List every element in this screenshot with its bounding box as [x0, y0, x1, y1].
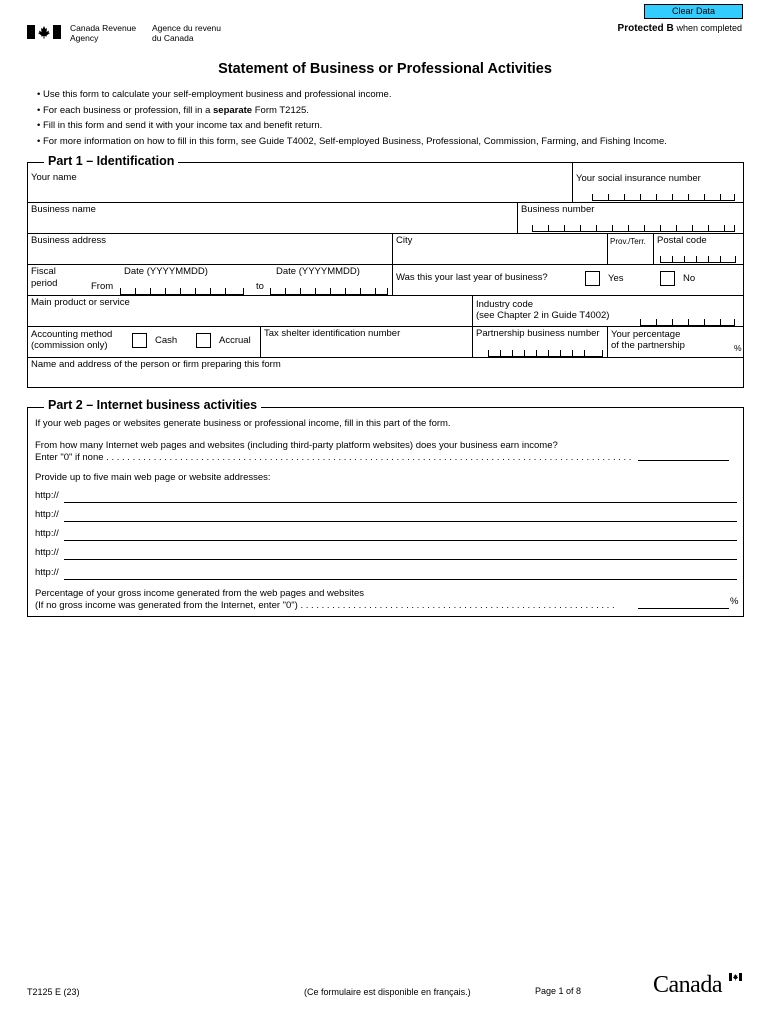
- date-to-input[interactable]: [270, 286, 388, 295]
- cash-checkbox[interactable]: [132, 333, 147, 348]
- websites-count-input[interactable]: [638, 460, 729, 461]
- period-label: period: [31, 278, 58, 289]
- your-name-input[interactable]: [28, 185, 571, 201]
- agency-name-en: Canada Revenue Agency: [70, 23, 137, 43]
- main-product-label: Main product or service: [31, 297, 130, 308]
- canada-flag-logo: [27, 25, 61, 39]
- business-address-input[interactable]: [28, 247, 391, 263]
- sin-input[interactable]: [592, 192, 735, 201]
- postal-code-input[interactable]: [660, 254, 736, 263]
- preparer-label: Name and address of the person or firm preparing this form: [31, 359, 281, 370]
- preparer-input[interactable]: [28, 371, 742, 387]
- last-year-question: Was this your last year of business?: [396, 272, 548, 283]
- postal-code-label: Postal code: [657, 235, 707, 246]
- gross-income-pct-input[interactable]: [638, 608, 729, 609]
- tax-shelter-label: Tax shelter identification number: [264, 328, 401, 339]
- percentage-input[interactable]: [700, 342, 732, 354]
- instruction-3: • Fill in this form and send it with your income tax and benefit return.: [37, 120, 323, 131]
- gross-income-pct-note: (If no gross income was generated from the Internet, enter "0") . . . . . . . . . . . . . . . . . . . . . . . . . . . . . . . . . . . . . . . . . . . . . . . . . . . . . . . . . . . .: [35, 600, 615, 611]
- no-label: No: [683, 273, 696, 284]
- to-label: to: [256, 281, 264, 292]
- url-prefix-3: http://: [35, 528, 59, 539]
- part1-title: Part 1 – Identification: [44, 154, 178, 168]
- accrual-label: Accrual: [219, 335, 251, 346]
- industry-code-input[interactable]: [640, 317, 735, 326]
- part2-frame: [27, 407, 744, 617]
- cash-label: Cash: [155, 335, 178, 346]
- wordmark-flag-icon: [729, 973, 742, 981]
- date-to-label: Date (YYYYMMDD): [276, 266, 360, 277]
- of-partnership-label: of the partnership: [611, 340, 685, 351]
- canada-wordmark-text: Canada: [653, 972, 722, 998]
- fiscal-label: Fiscal: [31, 266, 56, 277]
- business-name-label: Business name: [31, 204, 96, 215]
- commission-only-label: (commission only): [31, 340, 108, 351]
- url-prefix-4: http://: [35, 547, 59, 558]
- url-prefix-5: http://: [35, 567, 59, 578]
- date-from-input[interactable]: [120, 286, 244, 295]
- prov-input[interactable]: [608, 249, 652, 263]
- partnership-bn-label: Partnership business number: [476, 328, 600, 339]
- prov-label: Prov./Terr.: [610, 237, 646, 246]
- clear-data-button[interactable]: Clear Data: [644, 4, 743, 19]
- website-url-2-input[interactable]: [64, 521, 737, 522]
- canada-wordmark: [653, 972, 722, 999]
- url-prefix-1: http://: [35, 490, 59, 501]
- website-url-1-input[interactable]: [64, 502, 737, 503]
- last-year-no-checkbox[interactable]: [660, 271, 675, 286]
- part2-title: Part 2 – Internet business activities: [44, 398, 261, 412]
- protected-suffix: when completed: [676, 23, 742, 33]
- business-name-input[interactable]: [28, 216, 516, 232]
- your-name-label: Your name: [31, 172, 77, 183]
- instruction-4: • For more information on how to fill in this form, see Guide T4002, Self-employed Business, Professional, Commission, Farming, and Fishing Income.: [37, 135, 667, 147]
- yes-label: Yes: [608, 273, 624, 284]
- your-percentage-label: Your percentage: [611, 329, 681, 340]
- url-prefix-2: http://: [35, 509, 59, 520]
- from-label: From: [91, 281, 114, 292]
- agency-name-fr: Agence du revenu du Canada: [152, 23, 221, 43]
- sin-label: Your social insurance number: [576, 173, 701, 184]
- websites-count-question: From how many Internet web pages and websites (including third-party platform websites) does your business earn income?: [35, 440, 558, 451]
- website-url-5-input[interactable]: [64, 579, 737, 580]
- last-year-yes-checkbox[interactable]: [585, 271, 600, 286]
- city-label: City: [396, 235, 413, 246]
- form-id: T2125 E (23): [27, 987, 80, 997]
- tax-shelter-input[interactable]: [261, 340, 471, 356]
- date-from-label: Date (YYYYMMDD): [124, 266, 208, 277]
- percent-sign: %: [734, 343, 742, 353]
- page-number: Page 1 of 8: [535, 986, 582, 996]
- business-number-input[interactable]: [532, 223, 735, 232]
- industry-code-label: Industry code: [476, 299, 534, 310]
- part2-intro: If your web pages or websites generate business or professional income, fill in this part of the form.: [35, 418, 451, 429]
- provide-addresses-label: Provide up to five main web page or website addresses:: [35, 472, 271, 483]
- instructions-list: [37, 87, 667, 149]
- instruction-2: • For each business or profession, fill in a separate Form T2125.: [37, 104, 309, 116]
- website-url-4-input[interactable]: [64, 559, 737, 560]
- protected-text: Protected B: [617, 23, 674, 34]
- gross-income-percent-sign: %: [730, 596, 739, 607]
- partnership-bn-input[interactable]: [488, 348, 603, 357]
- french-availability: (Ce formulaire est disponible en français.): [304, 987, 471, 997]
- websites-count-enter: Enter "0" if none . . . . . . . . . . . . . . . . . . . . . . . . . . . . . . . . . . . . . . . . . . . . . . . . . . . . . . . . . . . . . . . . . . . . . . . . . . . . . . . . . . . . . . . . . . . . . . . . . . . .: [35, 452, 632, 463]
- protected-b-label: [618, 23, 742, 34]
- accounting-method-label: Accounting method: [31, 329, 113, 340]
- business-address-label: Business address: [31, 235, 106, 246]
- main-product-input[interactable]: [28, 309, 471, 325]
- business-number-label: Business number: [521, 204, 595, 215]
- instruction-1: • Use this form to calculate your self-employment business and professional income.: [37, 89, 392, 100]
- industry-code-note: (see Chapter 2 in Guide T4002): [476, 310, 610, 321]
- page-title: Statement of Business or Professional Activities: [218, 61, 552, 77]
- city-input[interactable]: [393, 247, 606, 263]
- accrual-checkbox[interactable]: [196, 333, 211, 348]
- gross-income-pct-label: Percentage of your gross income generated from the web pages and websites: [35, 588, 364, 599]
- website-url-3-input[interactable]: [64, 540, 737, 541]
